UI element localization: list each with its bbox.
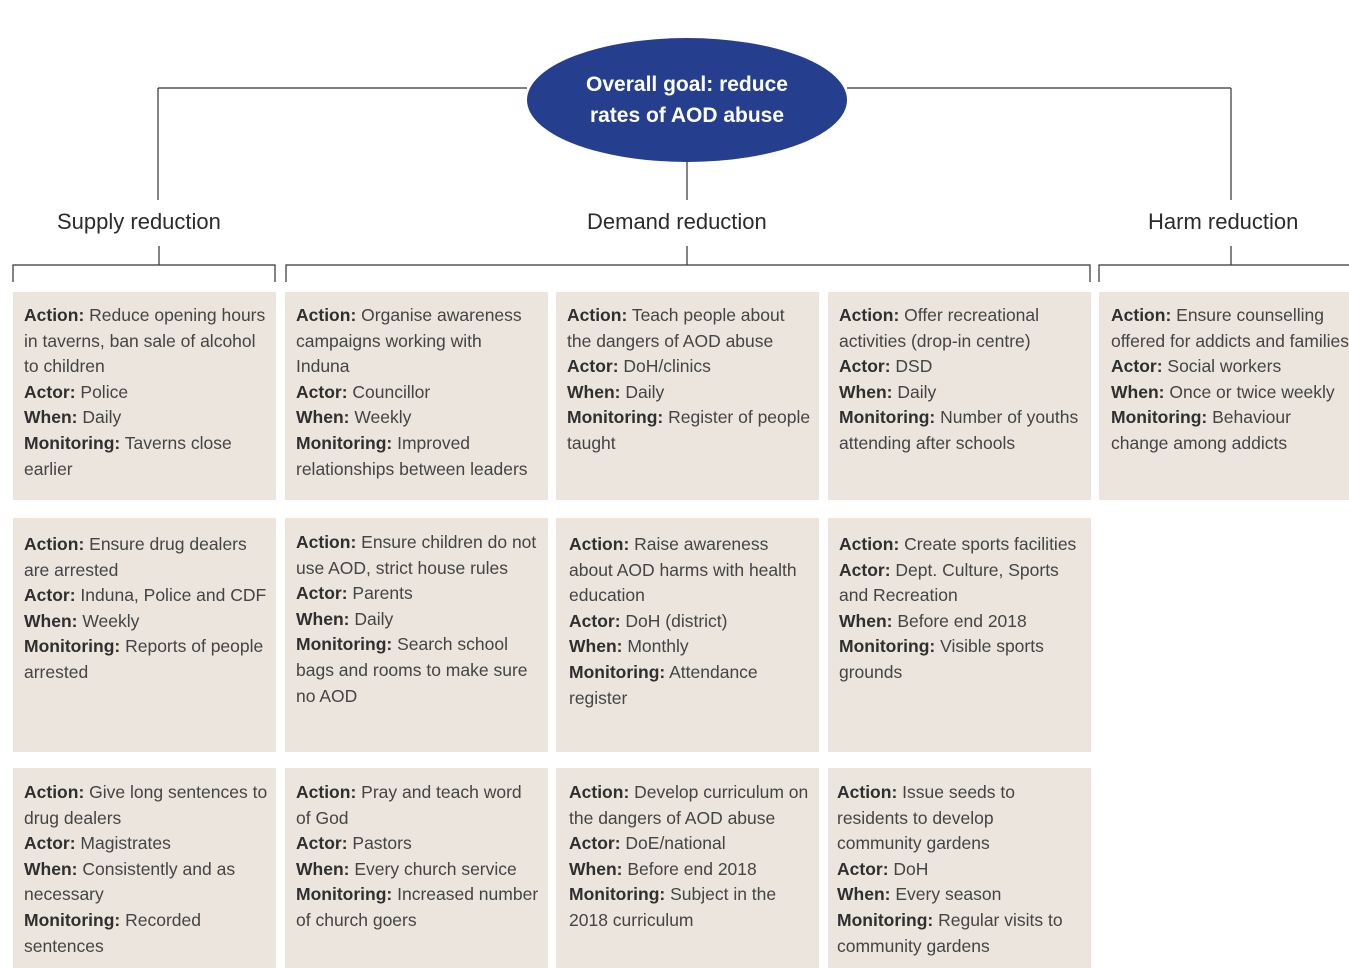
monitoring-value: Visible sports grounds [839, 636, 1044, 682]
actor-label: Actor: [24, 833, 76, 854]
demand-bracket [286, 265, 1090, 282]
demand-2-3-actor-line [569, 831, 811, 857]
actor-value: DoH/clinics [623, 356, 711, 377]
monitoring-value: Attendance register [569, 661, 758, 708]
box-demand-1-1 [285, 292, 548, 500]
monitoring-label: Monitoring: [24, 909, 121, 930]
monitoring-value: Recorded sentences [24, 909, 201, 956]
box-demand-2-3 [556, 768, 819, 968]
monitoring-label: Monitoring: [567, 407, 664, 428]
when-value: Consistently and as necessary [24, 858, 236, 905]
demand-3-1-monitoring-line [839, 405, 1083, 456]
monitoring-label: Monitoring: [296, 432, 393, 453]
when-label: When: [296, 608, 350, 629]
actor-value: DoH [893, 858, 929, 879]
box-demand-1-3 [285, 768, 548, 968]
actor-value: Councillor [352, 381, 431, 402]
supply-bracket [13, 265, 275, 282]
action-label: Action: [569, 782, 630, 802]
demand-3-3-monitoring-line [837, 908, 1083, 959]
action-value: Create sports facilities [904, 534, 1077, 554]
action-value: Develop curriculum on the dangers of AOD abuse [569, 782, 809, 828]
when-value: Once or twice weekly [1169, 381, 1335, 402]
box-demand-3-2 [828, 518, 1091, 752]
action-label: Action: [296, 532, 357, 552]
action-label: Action: [839, 534, 900, 554]
actor-label: Actor: [839, 356, 891, 377]
actor-value: Police [80, 381, 129, 402]
monitoring-value: Register of people taught [567, 407, 811, 453]
monitoring-value: Search school bags and rooms to make sure no AOD [296, 634, 528, 706]
monitoring-label: Monitoring: [839, 636, 936, 657]
when-label: When: [296, 407, 350, 428]
action-value: Issue seeds to residents to develop community gardens [837, 782, 1016, 854]
demand-2-1-monitoring-line [567, 405, 811, 456]
harm-1-monitoring-line [1111, 405, 1349, 456]
box-supply-1 [13, 292, 276, 500]
action-value: Give long sentences to drug dealers [24, 782, 268, 828]
action-label: Action: [569, 534, 630, 554]
supply-3-actor-line [24, 831, 268, 857]
supply-1-monitoring-line [24, 431, 268, 482]
action-value: Teach people about the dangers of AOD abuse [567, 305, 785, 351]
when-value: Every church service [354, 858, 517, 879]
demand-2-1-actor-line [567, 354, 811, 380]
harm-bracket [1099, 265, 1349, 282]
action-label: Action: [839, 305, 900, 325]
box-supply-3 [13, 768, 276, 968]
when-value: Daily [354, 608, 394, 629]
action-label: Action: [1111, 305, 1172, 325]
category-harm-reduction: Harm reduction [1148, 209, 1299, 234]
demand-3-2-action-line [839, 532, 1083, 558]
demand-2-2-action-line [569, 532, 811, 609]
demand-3-1-when-line [839, 380, 1083, 406]
actor-label: Actor: [569, 610, 621, 631]
monitoring-label: Monitoring: [569, 661, 666, 682]
when-value: Daily [82, 407, 122, 428]
monitoring-value: Regular visits to community gardens [837, 909, 1063, 956]
monitoring-value: Improved relationships between leaders [296, 432, 528, 479]
actor-value: Parents [352, 583, 413, 604]
when-value: Daily [625, 381, 665, 402]
action-label: Action: [296, 782, 357, 802]
supply-2-monitoring-line [24, 634, 268, 685]
when-value: Before end 2018 [897, 610, 1027, 631]
demand-2-2-monitoring-line [569, 660, 811, 711]
supply-2-action-line [24, 532, 268, 583]
when-label: When: [1111, 381, 1165, 402]
demand-1-1-monitoring-line [296, 431, 540, 482]
when-value: Monthly [627, 636, 689, 657]
action-value: Offer recreational activities (drop-in centre) [839, 305, 1040, 351]
demand-1-1-when-line [296, 405, 540, 431]
demand-3-2-actor-line [839, 558, 1083, 609]
supply-1-action-line [24, 303, 268, 380]
when-value: Daily [897, 381, 937, 402]
when-label: When: [24, 610, 78, 631]
when-value: Before end 2018 [627, 858, 757, 879]
monitoring-label: Monitoring: [296, 634, 393, 655]
action-label: Action: [24, 534, 85, 554]
demand-1-2-when-line [296, 607, 540, 633]
when-label: When: [569, 636, 623, 657]
demand-3-2-when-line [839, 609, 1083, 635]
when-label: When: [837, 884, 891, 905]
when-label: When: [839, 610, 893, 631]
action-label: Action: [24, 305, 85, 325]
action-label: Action: [837, 782, 898, 802]
demand-2-1-action-line [567, 303, 811, 354]
when-value: Weekly [354, 407, 412, 428]
actor-label: Actor: [839, 559, 891, 580]
demand-1-3-action-line [296, 780, 540, 831]
box-demand-3-1 [828, 292, 1091, 500]
demand-2-2-actor-line [569, 609, 811, 635]
monitoring-value: Subject in the 2018 curriculum [569, 884, 777, 930]
when-label: When: [839, 381, 893, 402]
when-label: When: [24, 858, 78, 879]
demand-1-2-actor-line [296, 581, 540, 607]
actor-label: Actor: [567, 356, 619, 377]
actor-value: Pastors [352, 833, 412, 854]
demand-1-2-monitoring-line [296, 632, 540, 709]
demand-1-1-actor-line [296, 380, 540, 406]
harm-1-actor-line [1111, 354, 1349, 380]
demand-3-1-actor-line [839, 354, 1083, 380]
action-label: Action: [24, 782, 85, 802]
goal-ellipse [527, 38, 847, 162]
demand-3-3-actor-line [837, 857, 1083, 883]
actor-value: Social workers [1167, 356, 1282, 377]
harm-1-action-line [1111, 303, 1349, 354]
when-value: Weekly [82, 610, 140, 631]
actor-value: Dept. Culture, Sports and Recreation [839, 559, 1059, 606]
monitoring-value: Taverns close earlier [24, 432, 232, 479]
demand-3-3-action-line [837, 780, 1083, 857]
when-label: When: [569, 858, 623, 879]
demand-1-3-actor-line [296, 831, 540, 857]
action-label: Action: [567, 305, 628, 325]
actor-label: Actor: [296, 381, 348, 402]
demand-1-3-monitoring-line [296, 882, 540, 933]
box-supply-2 [13, 518, 276, 752]
demand-2-3-when-line [569, 857, 811, 883]
action-value: Raise awareness about AOD harms with health education [569, 534, 797, 606]
monitoring-label: Monitoring: [24, 432, 121, 453]
demand-3-2-monitoring-line [839, 634, 1083, 685]
supply-2-actor-line [24, 583, 268, 609]
demand-2-3-monitoring-line [569, 882, 811, 933]
monitoring-label: Monitoring: [24, 636, 121, 657]
supply-1-actor-line [24, 380, 268, 406]
when-label: When: [24, 407, 78, 428]
box-demand-1-2 [285, 518, 548, 752]
action-value: Reduce opening hours in taverns, ban sale of alcohol to children [24, 305, 266, 377]
supply-3-monitoring-line [24, 908, 268, 959]
supply-1-when-line [24, 405, 268, 431]
when-label: When: [296, 858, 350, 879]
action-value: Pray and teach word of God [296, 782, 522, 828]
actor-label: Actor: [837, 858, 889, 879]
actor-label: Actor: [569, 833, 621, 854]
demand-1-3-when-line [296, 857, 540, 883]
monitoring-label: Monitoring: [569, 884, 666, 905]
monitoring-value: Behaviour change among addicts [1111, 407, 1291, 453]
actor-value: DoH (district) [625, 610, 728, 631]
supply-3-when-line [24, 857, 268, 908]
demand-3-1-action-line [839, 303, 1083, 354]
actor-label: Actor: [296, 583, 348, 604]
actor-label: Actor: [296, 833, 348, 854]
action-value: Organise awareness campaigns working with Induna [296, 305, 522, 377]
monitoring-label: Monitoring: [1111, 407, 1208, 428]
actor-value: Induna, Police and CDF [80, 585, 267, 606]
action-value: Ensure children do not use AOD, strict house rules [296, 532, 537, 578]
demand-3-3-when-line [837, 882, 1083, 908]
when-label: When: [567, 381, 621, 402]
actor-value: DoE/national [625, 833, 726, 854]
goal-text: Overall goal: reduce rates of AOD abuse [586, 73, 788, 127]
actor-label: Actor: [24, 381, 76, 402]
demand-1-2-action-line [296, 530, 540, 581]
demand-2-2-when-line [569, 634, 811, 660]
supply-3-action-line [24, 780, 268, 831]
action-value: Ensure drug dealers are arrested [24, 534, 247, 580]
demand-2-3-action-line [569, 780, 811, 831]
box-demand-2-1 [556, 292, 819, 500]
when-value: Every season [895, 884, 1002, 905]
monitoring-value: Increased number of church goers [296, 884, 539, 930]
category-demand-reduction: Demand reduction [587, 209, 767, 234]
actor-value: Magistrates [80, 833, 171, 854]
monitoring-value: Reports of people arrested [24, 636, 264, 682]
category-supply-reduction: Supply reduction [57, 209, 221, 234]
monitoring-label: Monitoring: [839, 407, 936, 428]
action-label: Action: [296, 305, 357, 325]
demand-1-1-action-line [296, 303, 540, 380]
monitoring-label: Monitoring: [837, 909, 934, 930]
box-demand-3-3 [828, 768, 1091, 968]
actor-label: Actor: [1111, 356, 1163, 377]
actor-value: DSD [895, 356, 933, 377]
harm-1-when-line [1111, 380, 1349, 406]
box-demand-2-2 [556, 518, 819, 752]
monitoring-label: Monitoring: [296, 884, 393, 905]
demand-2-1-when-line [567, 380, 811, 406]
supply-2-when-line [24, 609, 268, 635]
monitoring-value: Number of youths attending after schools [839, 407, 1079, 453]
actor-label: Actor: [24, 585, 76, 606]
action-value: Ensure counselling offered for addicts and families [1111, 305, 1349, 351]
box-harm-1 [1099, 292, 1349, 500]
